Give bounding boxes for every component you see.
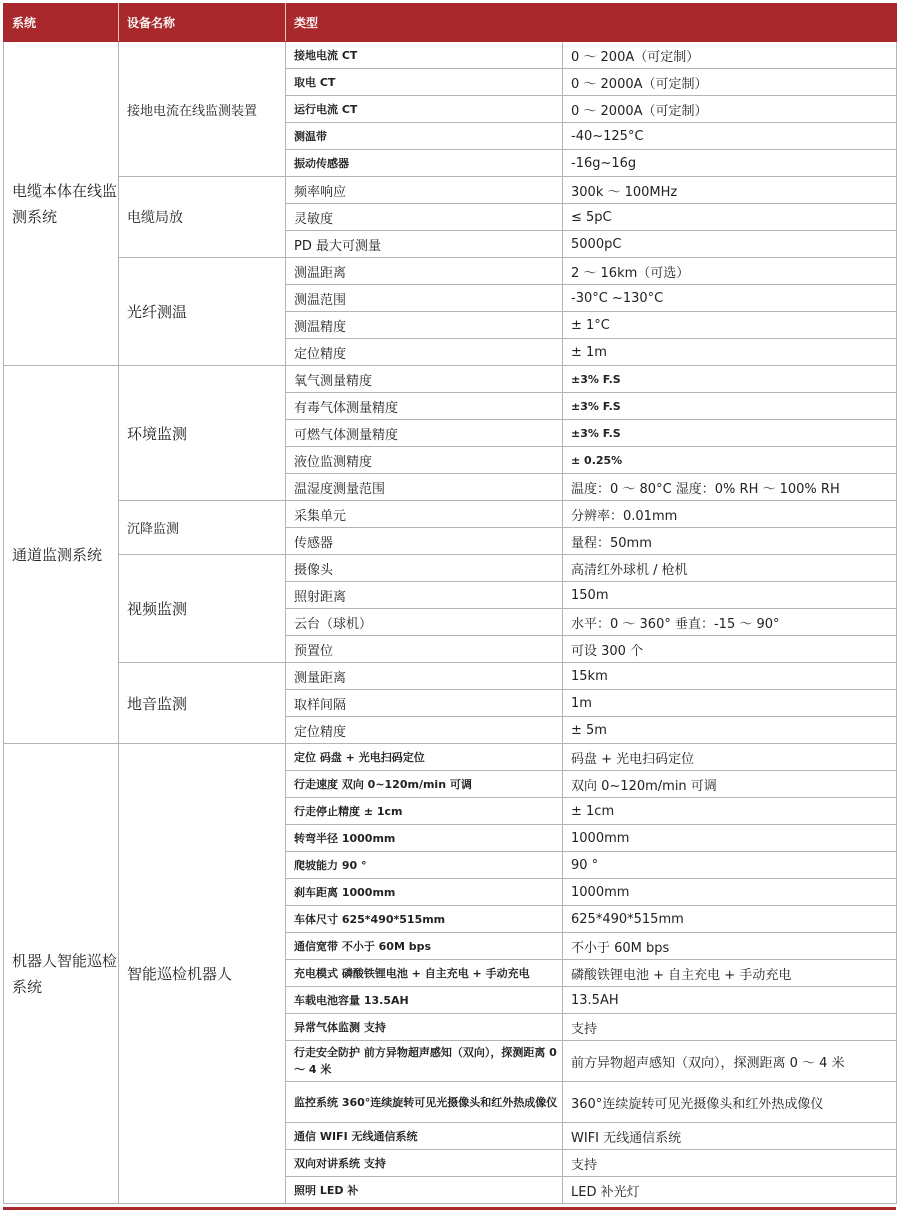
table-row bbox=[4, 501, 897, 528]
device-cell: 接地电流在线监测装置 bbox=[119, 42, 286, 177]
item-cell: 摄像头 bbox=[286, 555, 563, 582]
device-cell: 环境监测 bbox=[119, 366, 286, 501]
value-cell: 13.5AH bbox=[563, 987, 897, 1014]
value-cell: ±3% F.S bbox=[563, 393, 897, 420]
item-cell: 传感器 bbox=[286, 528, 563, 555]
item-cell: 测温精度 bbox=[286, 312, 563, 339]
item-cell: 行走停止精度 ± 1cm bbox=[286, 798, 563, 825]
table-row bbox=[4, 42, 897, 69]
item-cell: 接地电流 CT bbox=[286, 42, 563, 69]
value-cell: 0 ～ 2000A（可定制） bbox=[563, 96, 897, 123]
value-cell: ± 1m bbox=[563, 339, 897, 366]
item-cell: 云台（球机） bbox=[286, 609, 563, 636]
value-cell: -40~125°C bbox=[563, 123, 897, 150]
value-cell: 磷酸铁锂电池 + 自主充电 + 手动充电 bbox=[563, 960, 897, 987]
item-cell: 定位 码盘 + 光电扫码定位 bbox=[286, 744, 563, 771]
value-cell: 150m bbox=[563, 582, 897, 609]
item-cell: 充电模式 磷酸铁锂电池 + 自主充电 + 手动充电 bbox=[286, 960, 563, 987]
value-cell: ±3% F.S bbox=[563, 420, 897, 447]
item-cell: 爬坡能力 90 ° bbox=[286, 852, 563, 879]
value-cell: ±3% F.S bbox=[563, 366, 897, 393]
spec-table bbox=[3, 3, 897, 1204]
item-cell: 取样间隔 bbox=[286, 690, 563, 717]
value-cell: 量程：50mm bbox=[563, 528, 897, 555]
value-cell: 5000pC bbox=[563, 231, 897, 258]
header-type: 类型 bbox=[286, 4, 897, 42]
system-cell: 机器人智能巡检系统 bbox=[4, 744, 119, 1204]
value-cell: 可设 300 个 bbox=[563, 636, 897, 663]
item-cell: 运行电流 CT bbox=[286, 96, 563, 123]
item-cell: 测温带 bbox=[286, 123, 563, 150]
value-cell: 625*490*515mm bbox=[563, 906, 897, 933]
item-cell: 灵敏度 bbox=[286, 204, 563, 231]
item-cell: 行走安全防护 前方异物超声感知（双向），探测距离 0 ～ 4 米 bbox=[286, 1041, 563, 1082]
system-cell: 通道监测系统 bbox=[4, 366, 119, 744]
item-cell: 监控系统 360°连续旋转可见光摄像头和红外热成像仪 bbox=[286, 1082, 563, 1123]
item-cell: 行走速度 双向 0~120m/min 可调 bbox=[286, 771, 563, 798]
item-cell: 照明 LED 补 bbox=[286, 1177, 563, 1204]
value-cell: 支持 bbox=[563, 1150, 897, 1177]
value-cell: -30°C ~130°C bbox=[563, 285, 897, 312]
item-cell: 可燃气体测量精度 bbox=[286, 420, 563, 447]
device-cell: 地音监测 bbox=[119, 663, 286, 744]
value-cell: WIFI 无线通信系统 bbox=[563, 1123, 897, 1150]
value-cell: 水平：0 ～ 360° 垂直：-15 ～ 90° bbox=[563, 609, 897, 636]
value-cell: -16g~16g bbox=[563, 150, 897, 177]
value-cell: 不小于 60M bps bbox=[563, 933, 897, 960]
item-cell: 预置位 bbox=[286, 636, 563, 663]
item-cell: 测量距离 bbox=[286, 663, 563, 690]
value-cell: 温度：0 ～ 80°C 湿度：0% RH ～ 100% RH bbox=[563, 474, 897, 501]
device-cell: 智能巡检机器人 bbox=[119, 744, 286, 1204]
item-cell: 氧气测量精度 bbox=[286, 366, 563, 393]
value-cell: 0 ～ 2000A（可定制） bbox=[563, 69, 897, 96]
value-cell: 360°连续旋转可见光摄像头和红外热成像仪 bbox=[563, 1082, 897, 1123]
value-cell: 1000mm bbox=[563, 825, 897, 852]
item-cell: 通信宽带 不小于 60M bps bbox=[286, 933, 563, 960]
item-cell: 频率响应 bbox=[286, 177, 563, 204]
header-device: 设备名称 bbox=[119, 4, 286, 42]
item-cell: 液位监测精度 bbox=[286, 447, 563, 474]
value-cell: 300k ～ 100MHz bbox=[563, 177, 897, 204]
item-cell: PD 最大可测量 bbox=[286, 231, 563, 258]
value-cell: ± 1°C bbox=[563, 312, 897, 339]
table-row bbox=[4, 258, 897, 285]
item-cell: 定位精度 bbox=[286, 717, 563, 744]
value-cell: ± 1cm bbox=[563, 798, 897, 825]
value-cell: 15km bbox=[563, 663, 897, 690]
value-cell: 前方异物超声感知（双向），探测距离 0 ～ 4 米 bbox=[563, 1041, 897, 1082]
device-cell: 光纤测温 bbox=[119, 258, 286, 366]
item-cell: 异常气体监测 支持 bbox=[286, 1014, 563, 1041]
table-row bbox=[4, 555, 897, 582]
item-cell: 有毒气体测量精度 bbox=[286, 393, 563, 420]
value-cell: 0 ～ 200A（可定制） bbox=[563, 42, 897, 69]
item-cell: 温湿度测量范围 bbox=[286, 474, 563, 501]
device-cell: 电缆局放 bbox=[119, 177, 286, 258]
item-cell: 双向对讲系统 支持 bbox=[286, 1150, 563, 1177]
value-cell: 1m bbox=[563, 690, 897, 717]
item-cell: 车载电池容量 13.5AH bbox=[286, 987, 563, 1014]
value-cell: ± 5m bbox=[563, 717, 897, 744]
item-cell: 定位精度 bbox=[286, 339, 563, 366]
value-cell: 分辨率：0.01mm bbox=[563, 501, 897, 528]
header-system: 系统 bbox=[4, 4, 119, 42]
table-row bbox=[4, 177, 897, 204]
value-cell: ≤ 5pC bbox=[563, 204, 897, 231]
item-cell: 转弯半径 1000mm bbox=[286, 825, 563, 852]
device-cell: 视频监测 bbox=[119, 555, 286, 663]
value-cell: 支持 bbox=[563, 1014, 897, 1041]
table-row bbox=[4, 366, 897, 393]
device-cell: 沉降监测 bbox=[119, 501, 286, 555]
value-cell: 码盘 + 光电扫码定位 bbox=[563, 744, 897, 771]
item-cell: 通信 WIFI 无线通信系统 bbox=[286, 1123, 563, 1150]
item-cell: 采集单元 bbox=[286, 501, 563, 528]
value-cell: 双向 0~120m/min 可调 bbox=[563, 771, 897, 798]
bottom-rule bbox=[3, 1207, 896, 1210]
table-row bbox=[4, 663, 897, 690]
item-cell: 振动传感器 bbox=[286, 150, 563, 177]
item-cell: 取电 CT bbox=[286, 69, 563, 96]
item-cell: 刹车距离 1000mm bbox=[286, 879, 563, 906]
table-row bbox=[4, 744, 897, 771]
header-row bbox=[4, 4, 897, 42]
item-cell: 测温距离 bbox=[286, 258, 563, 285]
value-cell: 90 ° bbox=[563, 852, 897, 879]
item-cell: 照射距离 bbox=[286, 582, 563, 609]
value-cell: 2 ～ 16km（可选） bbox=[563, 258, 897, 285]
value-cell: LED 补光灯 bbox=[563, 1177, 897, 1204]
value-cell: ± 0.25% bbox=[563, 447, 897, 474]
value-cell: 1000mm bbox=[563, 879, 897, 906]
item-cell: 测温范围 bbox=[286, 285, 563, 312]
item-cell: 车体尺寸 625*490*515mm bbox=[286, 906, 563, 933]
system-cell: 电缆本体在线监测系统 bbox=[4, 42, 119, 366]
value-cell: 高清红外球机 / 枪机 bbox=[563, 555, 897, 582]
